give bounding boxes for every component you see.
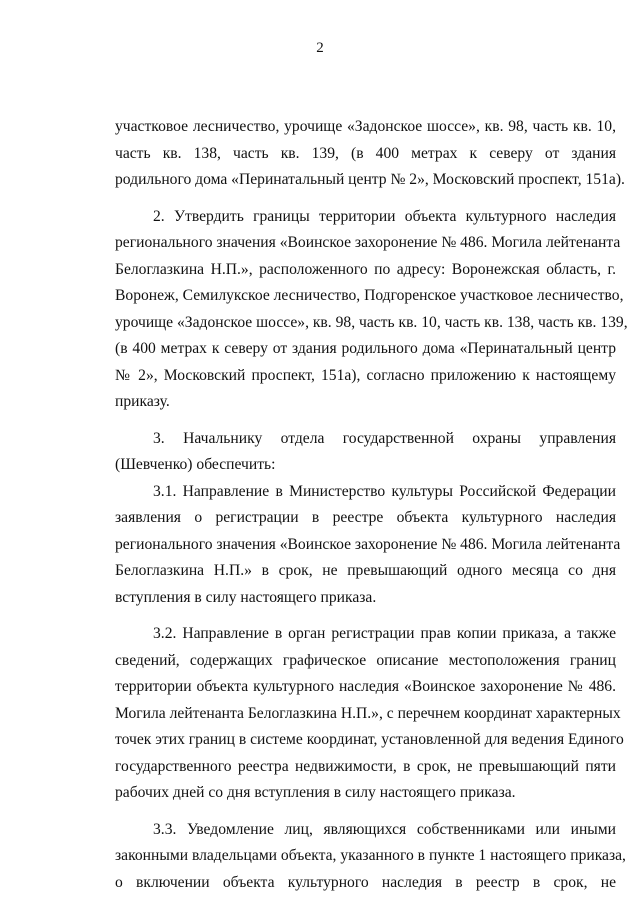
text-line: 3.3. Уведомление лиц, являющихся собственниками или иными [153,820,616,838]
text-line: регионального значения «Воинское захоронение № 486. Могила лейтенанта [115,535,621,553]
paragraph-gap [115,416,616,426]
text-line: приказу. [115,393,170,410]
text-line: сведений, содержащих графическое описание местоположения границ [115,651,616,669]
text-line: вступления в силу настоящего приказа. [115,588,377,606]
text-line: № 2», Московский проспект, 151а), согласно приложению к настоящему [115,366,616,384]
text-line: точек этих границ в системе координат, установленной для ведения Единого [115,731,624,748]
text-line: участковое лесничество, урочище «Задонское шоссе», кв. 98, часть кв. 10, [115,118,616,135]
text-line: заявления о регистрации в реестре объекта культурного наследия [115,509,616,526]
text-line: 3.1. Направление в Министерство культуры Российской Федерации [153,482,616,500]
paragraph-gap [115,611,616,621]
text-line: законными владельцами объекта, указанного в пункте 1 настоящего приказа, [115,847,626,864]
text-line: родильного дома «Перинатальный центр № 2», Московский проспект, 151а). [115,171,625,188]
text-line: урочище «Задонское шоссе», кв. 98, часть кв. 10, часть кв. 138, часть кв. 139, [115,313,628,331]
text-line: Воронеж, Семилукское лесничество, Подгоренское участковое лесничество, [115,287,624,304]
text-line: Белоглазкина Н.П.» в срок, не превышающий одного месяца со дня [115,562,616,579]
page-number: 2 [316,40,324,56]
text-line: 3. Начальнику отдела государственной охраны управления [153,429,616,447]
paragraph-gap [115,194,616,204]
text-line: о включении объекта культурного наследия в реестр в срок, не [115,873,616,891]
text-line: Белоглазкина Н.П.», расположенного по адресу: Воронежская область, г. [115,260,616,278]
paragraph-gap [115,807,616,817]
text-line: 2. Утвердить границы территории объекта культурного наследия [153,207,616,225]
text-line: рабочих дней со дня вступления в силу настоящего приказа. [115,784,516,801]
text-line: Могила лейтенанта Белоглазкина Н.П.», с перечнем координат характерных [115,704,621,722]
document-body [115,114,628,896]
text-line: (Шевченко) обеспечить: [115,456,276,473]
text-line: часть кв. 138, часть кв. 139, (в 400 метрах к северу от здания [115,144,616,162]
text-line: (в 400 метрах к северу от здания родильного дома «Перинатальный центр [115,340,616,357]
text-line: территории объекта культурного наследия «Воинское захоронение № 486. [115,678,616,695]
text-line: государственного реестра недвижимости, в срок, не превышающий пяти [115,757,616,775]
text-line: 3.2. Направление в орган регистрации прав копии приказа, а также [153,625,616,642]
text-line: регионального значения «Воинское захоронение № 486. Могила лейтенанта [115,234,621,251]
